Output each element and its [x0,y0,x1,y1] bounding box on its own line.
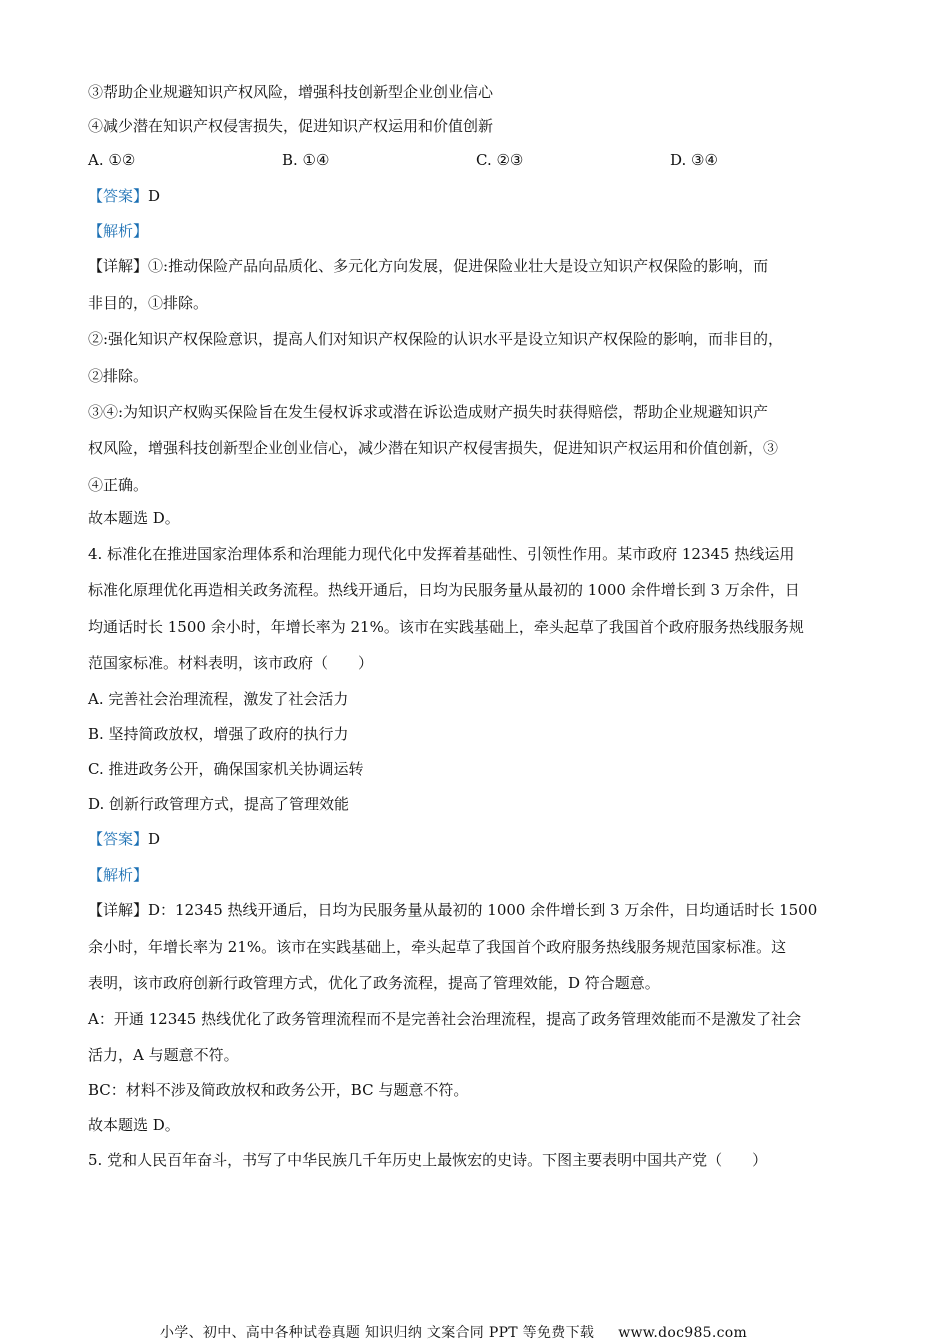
q4-conclusion: 故本题选 D。 [88,1116,180,1134]
answer-value: D [148,830,161,848]
q3-conclusion: 故本题选 D。 [88,509,180,527]
q4-answer [88,829,160,849]
q3-detail-line-7: ④正确。 [88,476,149,494]
detail-tag: 【详解】 [88,901,149,919]
footer-url[interactable]: www.doc985.com [618,1325,748,1341]
page-footer [160,1322,747,1342]
answer-value: D [148,187,161,205]
q4-stem-line-2: 标准化原理优化再造相关政务流程。热线开通后，日均为民服务量从最初的 1000 余件增长到 3 万余件，日 [88,581,800,599]
q4-option-a: A. 完善社会治理流程，激发了社会活力 [88,690,349,708]
q3-detail-line-2: 非目的，①排除。 [88,294,209,312]
q3-analysis-tag: 【解析】 [88,222,149,240]
q5-stem: 5. 党和人民百年奋斗，书写了中华民族几千年历史上最恢宏的史诗。下图主要表明中国共产党（ ） [88,1151,768,1169]
answer-tag: 【答案】 [88,187,149,205]
q4-detail-line-3: 表明，该市政府创新行政管理方式，优化了政务流程，提高了管理效能，D 符合题意。 [88,974,660,992]
q4-detail-line-2: 余小时，年增长率为 21%。该市在实践基础上，牵头起草了我国首个政府服务热线服务规范国家标准。这 [88,938,787,956]
q4-detail-line-4: A：开通 12345 热线优化了政务管理流程而不是完善社会治理流程，提高了政务管理效能而不是激发了社会 [88,1010,802,1028]
q3-detail-line-5: ③④:为知识产权购买保险旨在发生侵权诉求或潜在诉讼造成财产损失时获得赔偿，帮助企业规避知识产 [88,403,769,421]
q3-option-d: D. ③④ [670,151,718,169]
q3-item-4: ④减少潜在知识产权侵害损失，促进知识产权运用和价值创新 [88,117,494,135]
q4-option-c: C. 推进政务公开，确保国家机关协调运转 [88,760,364,778]
q4-stem-line-3: 均通话时长 1500 余小时，年增长率为 21%。该市在实践基础上，牵头起草了我国首个政府服务热线服务规 [88,618,804,636]
q3-answer [88,186,160,206]
q4-analysis-tag: 【解析】 [88,866,149,884]
q4-detail-line-6: BC：材料不涉及简政放权和政务公开，BC 与题意不符。 [88,1081,469,1099]
q3-detail-line-3: ②:强化知识产权保险意识，提高人们对知识产权保险的认识水平是设立知识产权保险的影响，而非目的， [88,330,784,348]
q3-detail-line-6: 权风险，增强科技创新型企业创业信心，减少潜在知识产权侵害损失，促进知识产权运用和价值创新，③ [88,439,779,457]
q3-option-c: C. ②③ [476,151,524,169]
q4-stem-line-1: 4. 标准化在推进国家治理体系和治理能力现代化中发挥着基础性、引领性作用。某市政府 12345 热线运用 [88,545,795,563]
q3-option-a: A. ①② [88,151,136,169]
answer-tag: 【答案】 [88,830,149,848]
q4-stem-line-4: 范国家标准。材料表明，该市政府（ ） [88,654,374,672]
q3-detail-line-1: 【详解】①:推动保险产品向品质化、多元化方向发展，促进保险业壮大是设立知识产权保险的影响，而 [88,257,769,275]
detail-tag: 【详解】 [88,257,149,275]
q3-option-b: B. ①④ [282,151,330,169]
q3-item-3: ③帮助企业规避知识产权风险，增强科技创新型企业创业信心 [88,83,494,101]
q4-detail-line-5: 活力，A 与题意不符。 [88,1046,239,1064]
q4-option-d: D. 创新行政管理方式，提高了管理效能 [88,795,350,813]
q4-option-b: B. 坚持简政放权，增强了政府的执行力 [88,725,349,743]
q3-detail-line-4: ②排除。 [88,367,149,385]
footer-text: 小学、初中、高中各种试卷真题 知识归纳 文案合同 PPT 等免费下载 [160,1325,595,1341]
q4-detail-line-1: 【详解】D：12345 热线开通后，日均为民服务量从最初的 1000 余件增长到 3 万余件，日均通话时长 1500 [88,901,818,919]
